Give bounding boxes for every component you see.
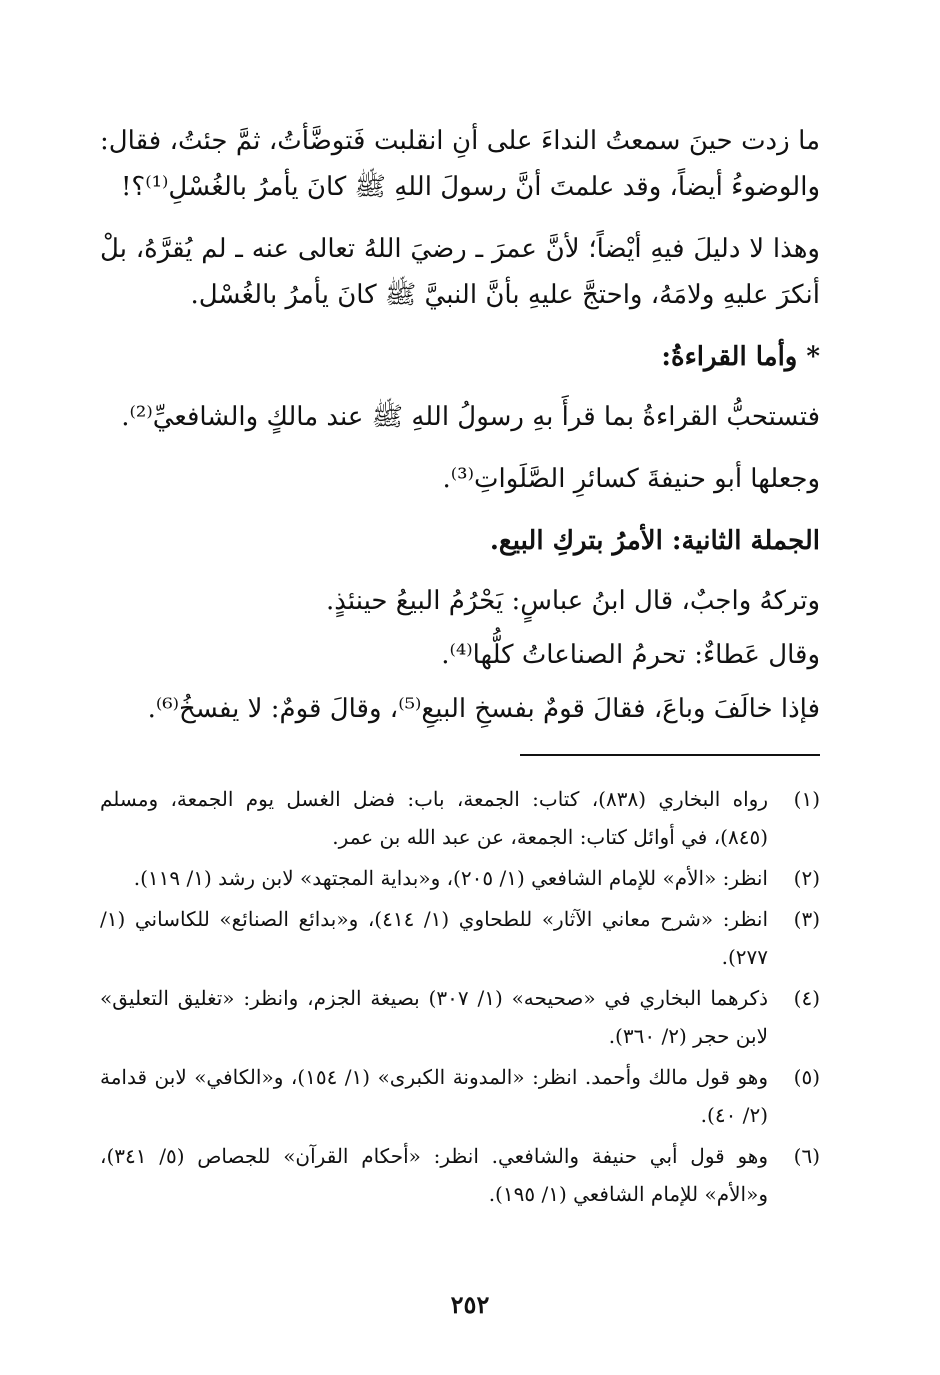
footnote	[100, 1058, 820, 1134]
footnote-number: (٣)	[793, 907, 820, 931]
footnote-number: (١)	[793, 787, 820, 811]
footnote-text: انظر: «شرح معاني الآثار» للطحاوي (١/ ٤١٤)، و«بدائع الصنائع» للكاساني (١/ ٢٧٧).	[100, 907, 768, 969]
paragraph-4: وجعلها أبو حنيفةَ كسائرِ الصَّلَواتِ⁽³⁾.	[442, 464, 820, 494]
paragraph-2: وهذا لا دليلَ فيهِ أيْضاً؛ لأنَّ عمرَ ـ رضيَ اللهُ تعالى عنه ـ لم يُقرَّهُ، بلْ أنكرَ عليهِ ولامَهُ، واحتجَّ عليهِ بأنَّ النبيَّ ﷺ كانَ يأمرُ بالغُسْل.	[100, 234, 820, 310]
paragraph-7: فإذا خالَفَ وباعَ، فقالَ قومٌ بفسخِ البيعِ⁽⁵⁾، وقالَ قومٌ: لا يفسخُ⁽⁶⁾.	[147, 694, 820, 724]
footnote-number: (٢)	[793, 866, 820, 890]
footnote-number: (٦)	[793, 1144, 820, 1168]
footnote-divider	[520, 754, 820, 756]
paragraph-6: وقال عَطاءٌ: تحرمُ الصناعاتُ كلُّها⁽⁴⁾.	[441, 640, 820, 670]
footnote-text: ذكرهما البخاري في «صحيحه» (١/ ٣٠٧) بصيغة الجزم، وانظر: «تغليق التعليق» لابن حجر (٢/ ٣٦٠).	[100, 986, 768, 1048]
footnote-text: انظر: «الأم» للإمام الشافعي (١/ ٢٠٥)، و«بداية المجتهد» لابن رشد (١/ ١١٩).	[133, 866, 768, 890]
footnote	[100, 979, 820, 1055]
footnote-text: وهو قول مالك وأحمد. انظر: «المدونة الكبرى» (١/ ١٥٤)، و«الكافي» لابن قدامة (٢/ ٤٠).	[100, 1065, 768, 1127]
footnote	[100, 859, 820, 897]
paragraph-1: ما زدت حينَ سمعتُ النداءَ على أنِ انقلبت فَتوضَّأتُ، ثمَّ جئتُ، فقال: والوضوءُ أيضاً، وقد علمتَ أنَّ رسولَ اللهِ ﷺ كانَ يأمرُ بالغُسْلِ⁽¹⁾؟!	[100, 126, 820, 202]
paragraph-3: فتستحبُّ القراءةُ بما قرأَ بهِ رسولُ اللهِ ﷺ عند مالكٍ والشافعيِّ⁽²⁾.	[121, 402, 820, 432]
footnote-number: (٤)	[793, 986, 820, 1010]
footnote	[100, 780, 820, 856]
footnote-text: وهو قول أبي حنيفة والشافعي. انظر: «أحكام القرآن» للجصاص (٥/ ٣٤١)، و«الأم» للإمام الشافعي (١/ ١٩٥).	[100, 1144, 768, 1206]
footnote-number: (٥)	[793, 1065, 820, 1089]
page-number: ٢٥٢	[450, 1290, 490, 1319]
page-content	[100, 118, 820, 1216]
section-heading-qiraa: * وأما القراءةُ:	[661, 342, 820, 372]
footnote-text: رواه البخاري (٨٣٨)، كتاب: الجمعة، باب: فضل الغسل يوم الجمعة، ومسلم (٨٤٥)، في أوائل كتاب: الجمعة، عن عبد الله بن عمر.	[100, 787, 768, 849]
paragraph-5: وتركهُ واجبٌ، قال ابنُ عباسٍ: يَحْرُمُ البيعُ حينئذٍ.	[325, 586, 820, 616]
footnote	[100, 900, 820, 976]
section-heading-second-sentence: الجملة الثانية: الأمرُ بتركِ البيع.	[489, 526, 820, 556]
footnotes	[100, 780, 820, 1213]
footnote	[100, 1137, 820, 1213]
